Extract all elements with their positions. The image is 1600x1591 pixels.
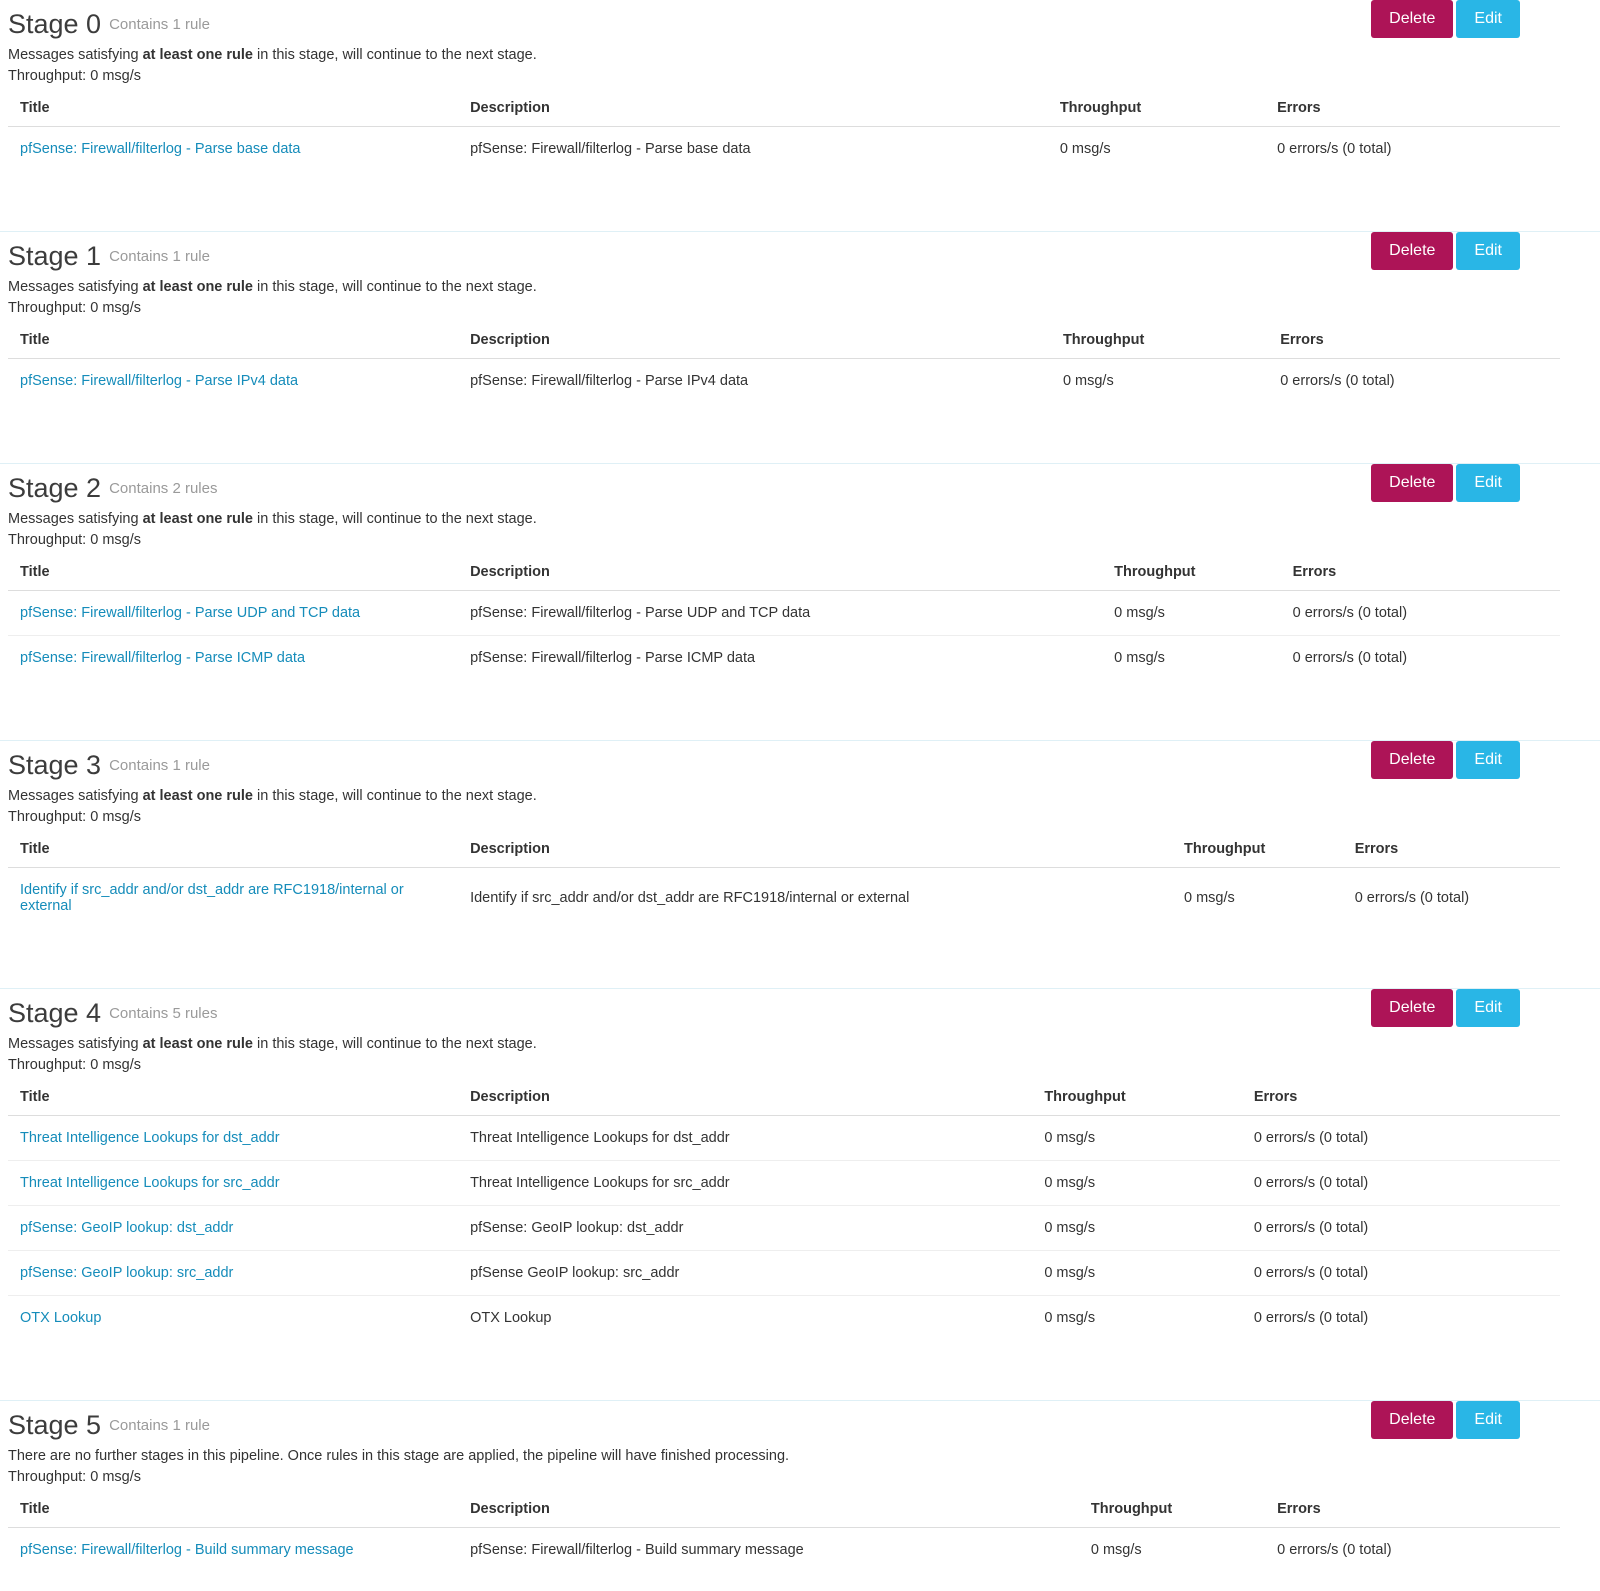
delete-stage-button[interactable]: Delete bbox=[1371, 1401, 1453, 1439]
rule-errors-cell: 0 errors/s (0 total) bbox=[1242, 1161, 1560, 1206]
table-row bbox=[8, 868, 1560, 929]
stage-description bbox=[8, 1034, 1560, 1054]
rule-title-link[interactable]: OTX Lookup bbox=[20, 1310, 102, 1326]
rule-throughput-cell: 0 msg/s bbox=[1183, 890, 1235, 906]
stage-actions bbox=[1371, 989, 1520, 1027]
rules-table bbox=[8, 1501, 1560, 1572]
stage-header bbox=[8, 0, 1560, 86]
edit-stage-button[interactable]: Edit bbox=[1456, 989, 1520, 1027]
rule-errors-cell: 0 errors/s (0 total) bbox=[1277, 1542, 1392, 1558]
delete-stage-button[interactable]: Delete bbox=[1371, 464, 1453, 502]
stage-actions bbox=[1371, 741, 1520, 779]
column-header-throughput: Throughput bbox=[1051, 332, 1268, 359]
stage-throughput: Throughput: 0 msg/s bbox=[8, 1469, 141, 1485]
stage-throughput: Throughput: 0 msg/s bbox=[8, 300, 141, 316]
stage-rule-count: Contains 1 rule bbox=[109, 757, 210, 774]
stage-title-row bbox=[8, 997, 1560, 1029]
stage-rule-count: Contains 1 rule bbox=[109, 16, 210, 33]
stage-description-suffix: in this stage, will continue to the next stage. bbox=[253, 47, 537, 63]
stage-spacer bbox=[8, 680, 1560, 740]
stage-header bbox=[8, 232, 1560, 318]
stage-description-suffix: in this stage, will continue to the next stage. bbox=[253, 1036, 537, 1052]
stage-rule-count: Contains 1 rule bbox=[109, 248, 210, 265]
column-header-description: Description bbox=[458, 100, 1048, 127]
stage-throughput: Throughput: 0 msg/s bbox=[8, 1057, 141, 1073]
stage-title-row bbox=[8, 1409, 1560, 1441]
rule-title-cell bbox=[8, 636, 458, 681]
rule-description-cell: pfSense: Firewall/filterlog - Build summary message bbox=[470, 1542, 804, 1558]
rule-title-cell bbox=[8, 1161, 458, 1206]
rule-title-cell bbox=[8, 868, 458, 929]
column-header-errors: Errors bbox=[1281, 564, 1560, 591]
rules-table bbox=[8, 100, 1560, 171]
column-header-title: Title bbox=[8, 1501, 458, 1528]
rules-table-header-row bbox=[8, 100, 1560, 127]
column-header-description: Description bbox=[458, 1089, 1032, 1116]
rule-throughput-cell: 0 msg/s bbox=[1062, 373, 1114, 389]
stage-throughput: Throughput: 0 msg/s bbox=[8, 532, 141, 548]
rule-title-link[interactable]: pfSense: GeoIP lookup: src_addr bbox=[20, 1265, 234, 1281]
column-header-errors: Errors bbox=[1242, 1089, 1560, 1116]
table-row bbox=[8, 1161, 1560, 1206]
stage-description bbox=[8, 786, 1560, 806]
rule-title-cell bbox=[8, 359, 458, 404]
stage-description-suffix: in this stage, will continue to the next stage. bbox=[253, 511, 537, 527]
stage-title: Stage 1 bbox=[8, 241, 102, 271]
table-row bbox=[8, 591, 1560, 636]
stage-title-row bbox=[8, 749, 1560, 781]
stage-header bbox=[8, 989, 1560, 1075]
rule-title-cell bbox=[8, 1528, 458, 1573]
column-header-errors: Errors bbox=[1265, 1501, 1560, 1528]
rule-description-cell: Identify if src_addr and/or dst_addr are RFC1918/internal or external bbox=[470, 890, 910, 906]
stage-title: Stage 5 bbox=[8, 1410, 102, 1440]
rule-throughput-cell: 0 msg/s bbox=[1032, 1161, 1242, 1206]
stage-description-strong: at least one rule bbox=[142, 279, 253, 295]
stage-section bbox=[0, 463, 1600, 740]
edit-stage-button[interactable]: Edit bbox=[1456, 0, 1520, 38]
stage-title: Stage 4 bbox=[8, 998, 102, 1028]
rule-throughput-cell: 0 msg/s bbox=[1114, 650, 1165, 666]
stage-throughput: Throughput: 0 msg/s bbox=[8, 809, 141, 825]
rules-table bbox=[8, 332, 1560, 403]
rule-title-link[interactable]: pfSense: Firewall/filterlog - Parse ICMP data bbox=[20, 650, 306, 666]
rule-description-cell: pfSense: Firewall/filterlog - Parse UDP and TCP data bbox=[458, 591, 1102, 636]
stage-header bbox=[8, 1401, 1560, 1487]
stage-header bbox=[8, 741, 1560, 827]
rule-description-cell: pfSense: Firewall/filterlog - Parse base data bbox=[470, 141, 751, 157]
rule-errors-cell: 0 errors/s (0 total) bbox=[1277, 141, 1392, 157]
rule-title-cell bbox=[8, 1206, 458, 1251]
stage-spacer bbox=[8, 1340, 1560, 1400]
table-row bbox=[8, 1251, 1560, 1296]
rule-throughput-cell: 0 msg/s bbox=[1044, 1310, 1096, 1326]
table-row bbox=[8, 1296, 1560, 1341]
rule-errors-cell: 0 errors/s (0 total) bbox=[1292, 650, 1408, 666]
rule-description-cell: pfSense GeoIP lookup: src_addr bbox=[458, 1251, 1032, 1296]
rule-title-link[interactable]: pfSense: Firewall/filterlog - Parse base data bbox=[20, 141, 301, 157]
rule-throughput-cell: 0 msg/s bbox=[1032, 1251, 1242, 1296]
rule-title-link[interactable]: pfSense: Firewall/filterlog - Parse UDP and TCP data bbox=[20, 605, 361, 621]
table-row bbox=[8, 359, 1560, 404]
stage-description-suffix: in this stage, will continue to the next stage. bbox=[253, 788, 537, 804]
stage-description-suffix: in this stage, will continue to the next stage. bbox=[253, 279, 537, 295]
rules-table-header-row bbox=[8, 1501, 1560, 1528]
stage-title-row bbox=[8, 240, 1560, 272]
stage-section bbox=[0, 740, 1600, 988]
delete-stage-button[interactable]: Delete bbox=[1371, 232, 1453, 270]
stage-header bbox=[8, 464, 1560, 550]
rule-description-cell: pfSense: GeoIP lookup: dst_addr bbox=[458, 1206, 1032, 1251]
column-header-throughput: Throughput bbox=[1048, 100, 1265, 127]
column-header-description: Description bbox=[458, 564, 1102, 591]
rule-throughput-cell: 0 msg/s bbox=[1059, 141, 1111, 157]
column-header-throughput: Throughput bbox=[1172, 841, 1343, 868]
stage-description-prefix: There are no further stages in this pipeline. Once rules in this stage are applied, the pipeline will have finished processing. bbox=[8, 1448, 790, 1464]
stage-description-strong: at least one rule bbox=[142, 47, 253, 63]
rule-errors-cell: 0 errors/s (0 total) bbox=[1253, 1310, 1369, 1326]
column-header-throughput: Throughput bbox=[1032, 1089, 1242, 1116]
stage-spacer bbox=[8, 403, 1560, 463]
stage-description-prefix: Messages satisfying bbox=[8, 788, 143, 804]
stage-rule-count: Contains 2 rules bbox=[109, 480, 218, 497]
stage-description-strong: at least one rule bbox=[142, 788, 253, 804]
stage-rule-count: Contains 5 rules bbox=[109, 1005, 218, 1022]
rule-title-link[interactable]: Threat Intelligence Lookups for src_addr bbox=[20, 1175, 280, 1191]
stage-title-row bbox=[8, 472, 1560, 504]
edit-stage-button[interactable]: Edit bbox=[1456, 741, 1520, 779]
column-header-errors: Errors bbox=[1343, 841, 1560, 868]
stage-actions bbox=[1371, 1401, 1520, 1439]
stage-rule-count: Contains 1 rule bbox=[109, 1417, 210, 1434]
column-header-title: Title bbox=[8, 100, 458, 127]
stage-spacer bbox=[8, 1572, 1560, 1590]
rule-title-link[interactable]: pfSense: Firewall/filterlog - Parse IPv4 data bbox=[20, 373, 299, 389]
rule-title-link[interactable]: Identify if src_addr and/or dst_addr are RFC1918/internal or external bbox=[20, 882, 404, 914]
stage-description-strong: at least one rule bbox=[142, 1036, 253, 1052]
rule-title-link[interactable]: pfSense: Firewall/filterlog - Build summary message bbox=[20, 1542, 354, 1558]
rule-throughput-cell: 0 msg/s bbox=[1032, 1116, 1242, 1161]
stage-spacer bbox=[8, 171, 1560, 231]
stage-description-prefix: Messages satisfying bbox=[8, 47, 143, 63]
stage-description-prefix: Messages satisfying bbox=[8, 279, 143, 295]
rule-title-cell bbox=[8, 127, 458, 172]
stage-description bbox=[8, 277, 1560, 297]
stage-actions bbox=[1371, 232, 1520, 270]
table-row bbox=[8, 1528, 1560, 1573]
column-header-title: Title bbox=[8, 1089, 458, 1116]
rule-description-cell: Threat Intelligence Lookups for src_addr bbox=[458, 1161, 1032, 1206]
column-header-title: Title bbox=[8, 841, 458, 868]
rule-errors-cell: 0 errors/s (0 total) bbox=[1281, 591, 1560, 636]
stage-description-strong: at least one rule bbox=[142, 511, 253, 527]
stage-section bbox=[0, 231, 1600, 463]
rules-table bbox=[8, 564, 1560, 680]
stage-actions bbox=[1371, 0, 1520, 38]
rule-errors-cell: 0 errors/s (0 total) bbox=[1354, 890, 1470, 906]
stage-section bbox=[0, 0, 1600, 231]
rule-throughput-cell: 0 msg/s bbox=[1090, 1542, 1142, 1558]
delete-stage-button[interactable]: Delete bbox=[1371, 741, 1453, 779]
stage-description-prefix: Messages satisfying bbox=[8, 511, 143, 527]
rule-description-cell: Threat Intelligence Lookups for dst_addr bbox=[458, 1116, 1032, 1161]
stage-section bbox=[0, 988, 1600, 1400]
rule-description-cell: pfSense: Firewall/filterlog - Parse ICMP data bbox=[470, 650, 756, 666]
column-header-description: Description bbox=[458, 332, 1051, 359]
stage-description-prefix: Messages satisfying bbox=[8, 1036, 143, 1052]
rule-title-cell bbox=[8, 1251, 458, 1296]
stage-description bbox=[8, 1446, 1560, 1466]
rule-title-link[interactable]: pfSense: GeoIP lookup: dst_addr bbox=[20, 1220, 234, 1236]
table-row bbox=[8, 636, 1560, 681]
table-row bbox=[8, 1206, 1560, 1251]
column-header-throughput: Throughput bbox=[1079, 1501, 1265, 1528]
rules-table bbox=[8, 1089, 1560, 1340]
rule-title-cell bbox=[8, 1116, 458, 1161]
rule-throughput-cell: 0 msg/s bbox=[1032, 1206, 1242, 1251]
table-row bbox=[8, 127, 1560, 172]
delete-stage-button[interactable]: Delete bbox=[1371, 0, 1453, 38]
rules-table-header-row bbox=[8, 1089, 1560, 1116]
delete-stage-button[interactable]: Delete bbox=[1371, 989, 1453, 1027]
rule-title-link[interactable]: Threat Intelligence Lookups for dst_addr bbox=[20, 1130, 280, 1146]
edit-stage-button[interactable]: Edit bbox=[1456, 464, 1520, 502]
edit-stage-button[interactable]: Edit bbox=[1456, 232, 1520, 270]
rule-title-cell bbox=[8, 591, 458, 636]
stage-title-row bbox=[8, 8, 1560, 40]
rule-description-cell: OTX Lookup bbox=[470, 1310, 552, 1326]
column-header-title: Title bbox=[8, 564, 458, 591]
column-header-title: Title bbox=[8, 332, 458, 359]
rules-table-header-row bbox=[8, 564, 1560, 591]
stage-description bbox=[8, 45, 1560, 65]
rule-throughput-cell: 0 msg/s bbox=[1102, 591, 1280, 636]
column-header-errors: Errors bbox=[1268, 332, 1560, 359]
rule-errors-cell: 0 errors/s (0 total) bbox=[1242, 1206, 1560, 1251]
column-header-description: Description bbox=[458, 841, 1172, 868]
edit-stage-button[interactable]: Edit bbox=[1456, 1401, 1520, 1439]
column-header-errors: Errors bbox=[1265, 100, 1560, 127]
stage-throughput: Throughput: 0 msg/s bbox=[8, 68, 141, 84]
column-header-throughput: Throughput bbox=[1102, 564, 1280, 591]
rules-table-header-row bbox=[8, 841, 1560, 868]
rule-errors-cell: 0 errors/s (0 total) bbox=[1242, 1116, 1560, 1161]
stage-description bbox=[8, 509, 1560, 529]
stage-spacer bbox=[8, 928, 1560, 988]
rule-errors-cell: 0 errors/s (0 total) bbox=[1280, 373, 1395, 389]
rules-table-header-row bbox=[8, 332, 1560, 359]
rule-errors-cell: 0 errors/s (0 total) bbox=[1242, 1251, 1560, 1296]
table-row bbox=[8, 1116, 1560, 1161]
rule-title-cell bbox=[8, 1296, 458, 1341]
stage-title: Stage 0 bbox=[8, 9, 102, 39]
stage-actions bbox=[1371, 464, 1520, 502]
column-header-description: Description bbox=[458, 1501, 1079, 1528]
stage-section bbox=[0, 1400, 1600, 1590]
stage-title: Stage 3 bbox=[8, 750, 102, 780]
rule-description-cell: pfSense: Firewall/filterlog - Parse IPv4 data bbox=[470, 373, 749, 389]
rules-table bbox=[8, 841, 1560, 928]
stage-title: Stage 2 bbox=[8, 473, 102, 503]
